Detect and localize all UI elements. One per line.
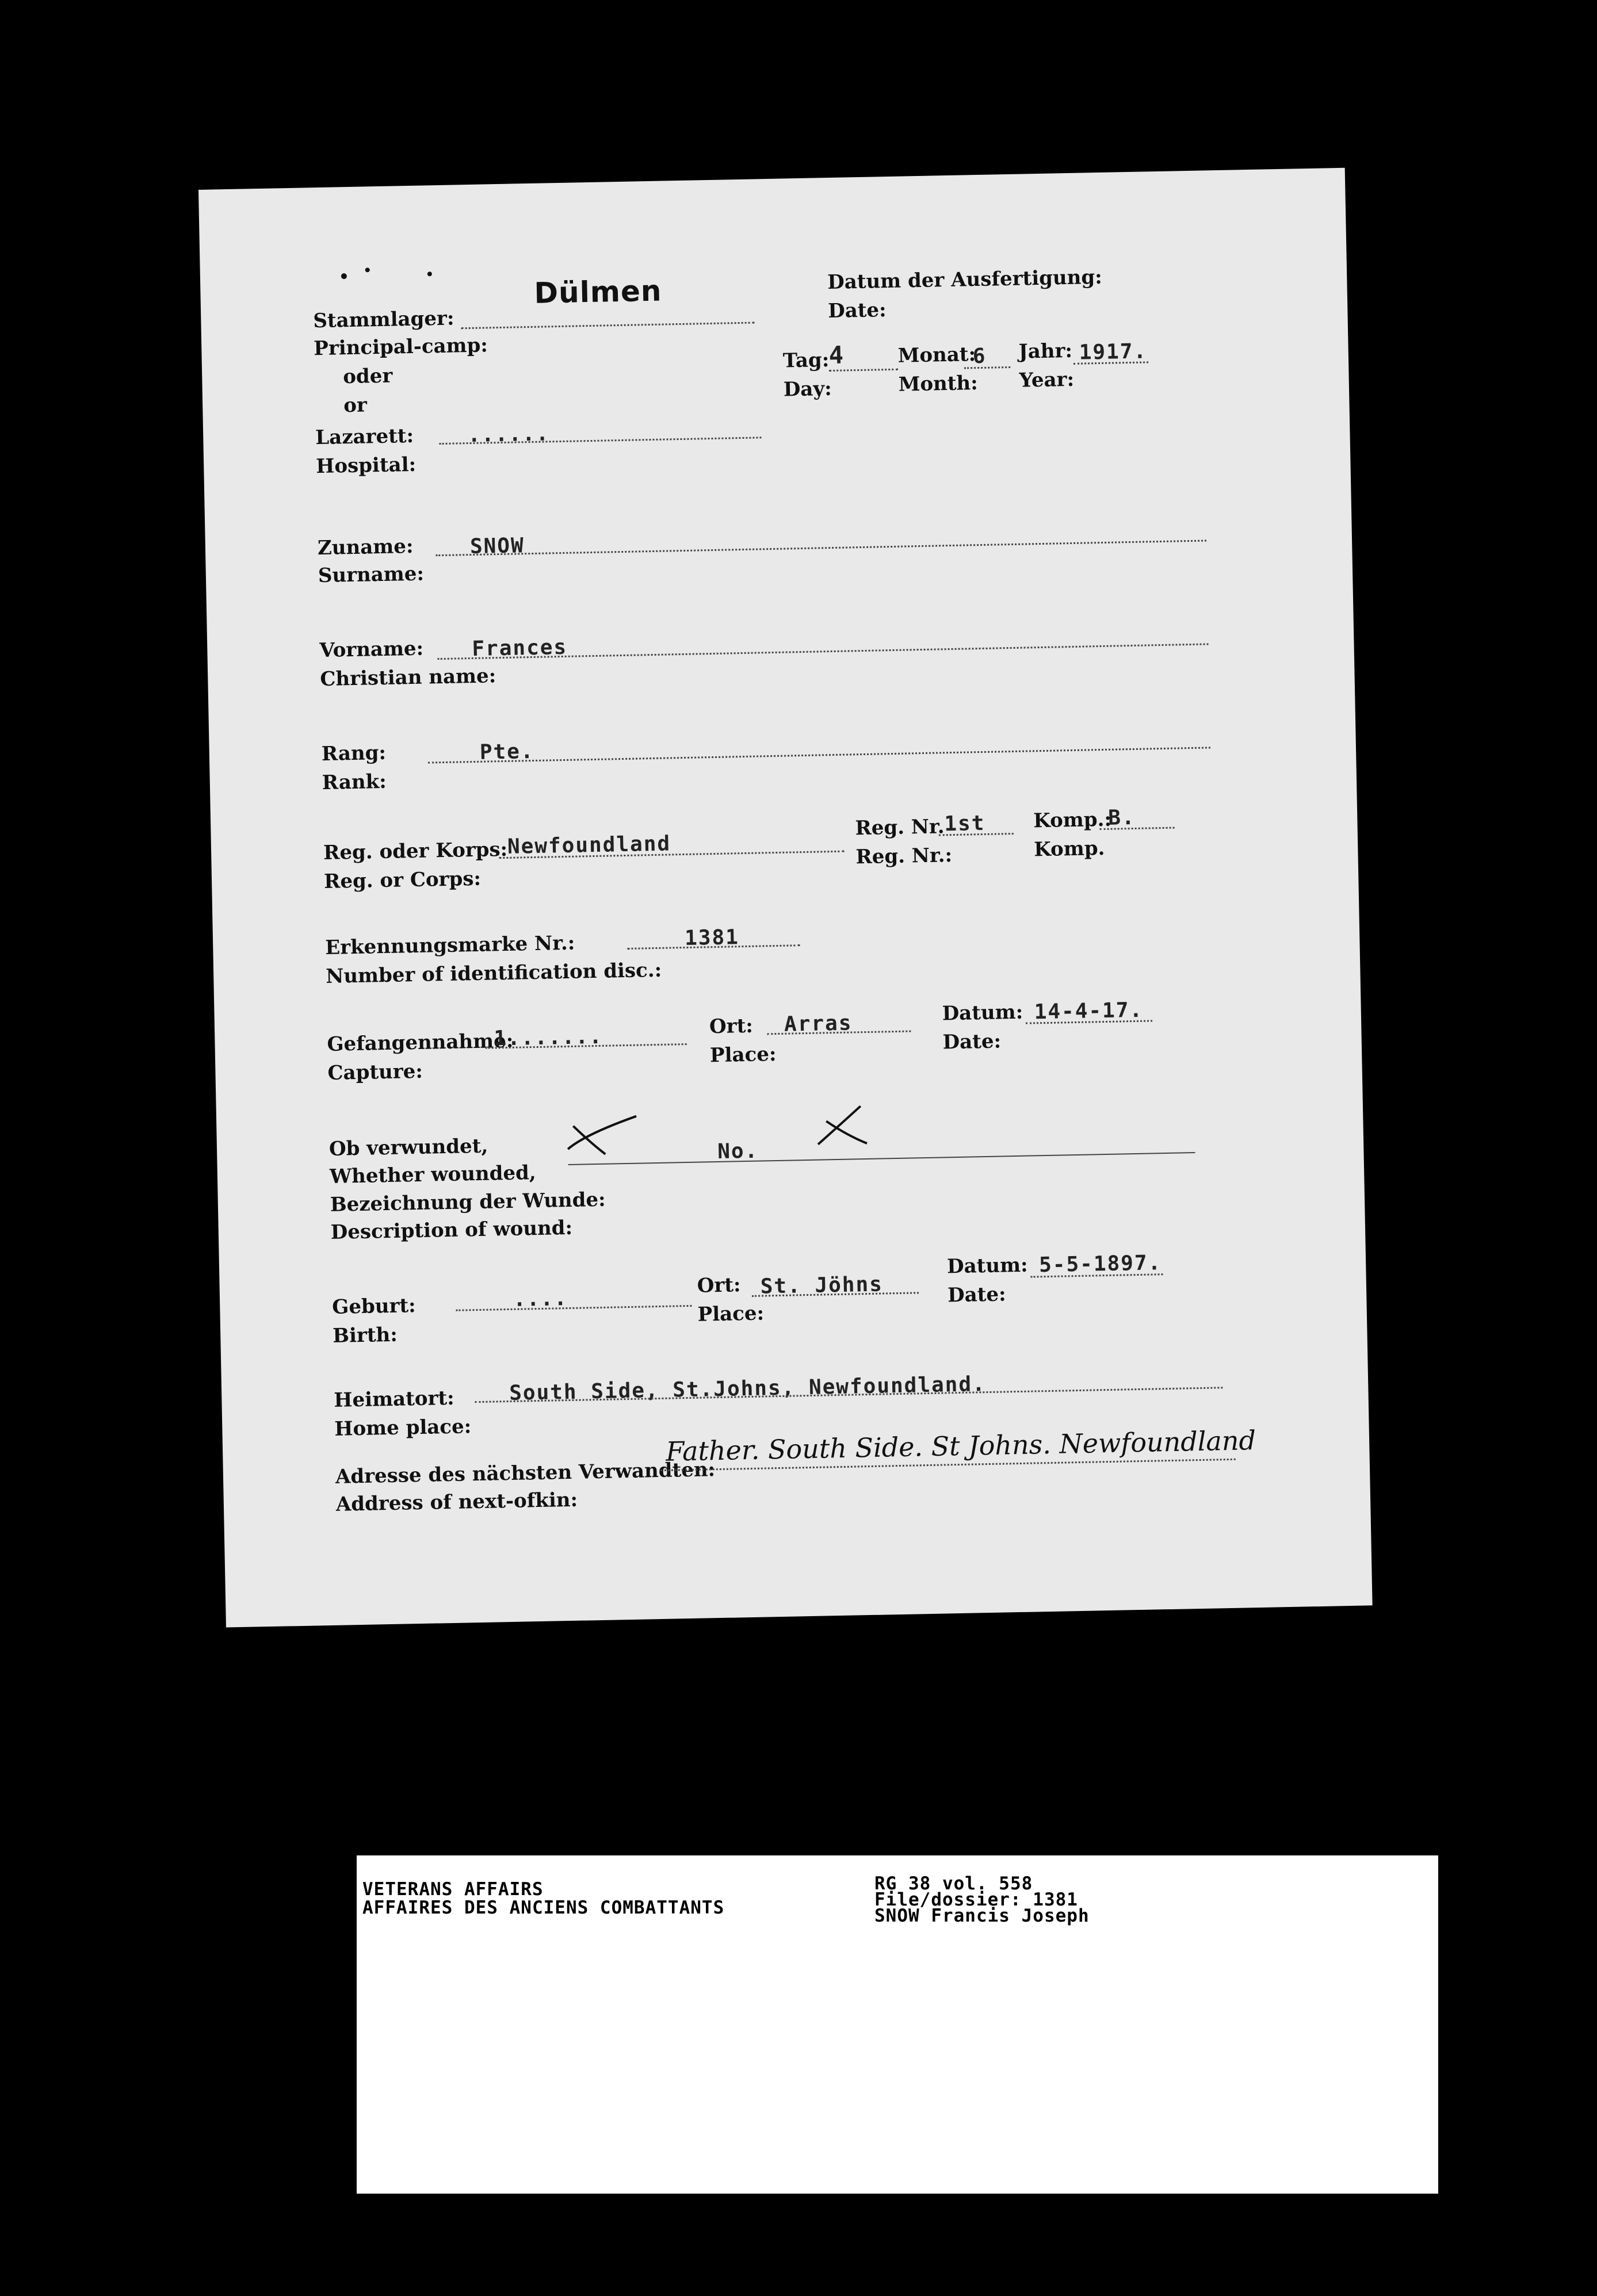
regiment-value: Newfoundland (507, 832, 671, 859)
rang-label: Rang: (321, 741, 387, 766)
year-label: Year: (1019, 368, 1075, 392)
reg-korps-label: Reg. oder Korps: (323, 837, 508, 865)
place-label: Place: (709, 1042, 777, 1067)
stammlager-label: Stammlager: (313, 307, 454, 333)
stub-line-2: AFFAIRES DES ANCIENS COMBATTANTS (362, 1897, 725, 1918)
monat-label: Monat: (897, 343, 976, 368)
capture-label: Capture: (327, 1059, 423, 1085)
birth-value: .... (513, 1287, 568, 1311)
month-line (964, 366, 1010, 369)
rank-label: Rank: (322, 770, 387, 795)
datum-ausfertigung-label: Datum der Ausfertigung: (827, 265, 1103, 294)
hospital-value: ...... (467, 422, 550, 447)
home-place-label: Home place: (334, 1415, 472, 1441)
next-of-kin-value: Father. South Side. St Johns. Newfoundland (665, 1425, 1256, 1467)
day-value: 4 (828, 340, 845, 370)
birth-date-value: 5-5-1897. (1038, 1251, 1162, 1277)
bezeichnung-label: Bezeichnung der Wunde: (330, 1188, 606, 1216)
stub-ref-name: SNOW Francis Joseph (874, 1905, 1090, 1926)
lazarett-label: Lazarett: (315, 424, 414, 450)
ink-speck (427, 271, 432, 276)
reg-corps-label: Reg. or Corps: (323, 867, 482, 894)
day-label: Day: (783, 377, 832, 401)
stub-ref-volume: RG 38 vol. 558 (874, 1873, 1033, 1894)
wounded-cross-mark (561, 1113, 643, 1161)
oder-label: oder (342, 364, 393, 389)
birth-line (456, 1305, 691, 1311)
adresse-label: Adresse des nächsten Verwandten: (335, 1458, 716, 1488)
capture-value: 1....... (494, 1024, 603, 1051)
date-label: Date: (827, 299, 887, 323)
erkennungsmarke-label: Erkennungsmarke Nr.: (324, 931, 575, 960)
wounded-line (568, 1152, 1195, 1165)
not-wounded-cross-mark (815, 1103, 873, 1150)
id-disc-value: 1381 (684, 925, 740, 951)
archive-reference-stub (357, 1855, 1438, 2194)
principal-camp-label: Principal-camp: (313, 334, 488, 361)
description-label: Description of wound: (330, 1216, 573, 1244)
tag-label: Tag: (782, 349, 830, 373)
birth-label: Birth: (332, 1323, 398, 1348)
surname-value: SNOW (469, 534, 525, 559)
ort-label: Ort: (697, 1273, 741, 1298)
wounded-no-value: No. (717, 1139, 759, 1164)
month-label: Month: (898, 372, 979, 396)
or-label: or (343, 393, 368, 418)
ob-verwundet-label: Ob verwundet, (328, 1134, 488, 1161)
stub-ref-file: File/dossier: 1381 (874, 1889, 1078, 1910)
ort-label: Ort: (709, 1014, 754, 1039)
jahr-label: Jahr: (1018, 339, 1073, 363)
date-label: Date: (942, 1030, 1002, 1054)
pow-record-card (198, 168, 1373, 1628)
ink-speck (365, 267, 370, 272)
datum-label: Datum: (942, 1000, 1023, 1025)
whether-wounded-label: Whether wounded, (329, 1161, 537, 1188)
rank-line (428, 747, 1210, 763)
ink-speck (341, 273, 347, 279)
rank-value: Pte. (479, 739, 534, 764)
zuname-label: Zuname: (317, 534, 414, 560)
geburt-label: Geburt: (331, 1294, 417, 1319)
id-disc-label: Number of identification disc.: (325, 958, 662, 988)
camp-line (461, 322, 755, 329)
birth-place-value: St. Jöhns (760, 1272, 884, 1299)
capture-place-value: Arras (784, 1011, 853, 1036)
place-label: Place: (697, 1302, 765, 1326)
komp-en-label: Komp. (1033, 836, 1105, 862)
surname-line (435, 539, 1206, 556)
komp-value: B. (1107, 805, 1136, 830)
stub-line-1: VETERANS AFFAIRS (362, 1879, 544, 1900)
vorname-label: Vorname: (319, 637, 424, 663)
gefangennahme-label: Gefangennahme: (327, 1029, 514, 1056)
address-label: Address of next-ofkin: (335, 1488, 578, 1516)
reg-nr-en-label: Reg. Nr.: (855, 844, 953, 869)
heimatort-label: Heimatort: (334, 1386, 455, 1412)
reg-nr-de-label: Reg. Nr. (855, 815, 945, 840)
home-place-value: South Side, St.Johns, Newfoundland. (509, 1372, 987, 1406)
camp-name: Dülmen (534, 274, 662, 310)
date-label: Date: (947, 1283, 1006, 1307)
christian-name-label: Christian name: (319, 664, 496, 691)
month-value: 6 (972, 344, 987, 369)
surname-label: Surname: (318, 562, 425, 588)
komp-de-label: Komp.: (1033, 808, 1112, 833)
hospital-label: Hospital: (315, 453, 417, 479)
christian-name-value: Frances (472, 635, 568, 661)
datum-label: Datum: (946, 1253, 1029, 1279)
capture-date-value: 14-4-17. (1034, 998, 1144, 1024)
reg-nr-value: 1st (944, 811, 985, 836)
year-value: 1917. (1079, 339, 1148, 365)
